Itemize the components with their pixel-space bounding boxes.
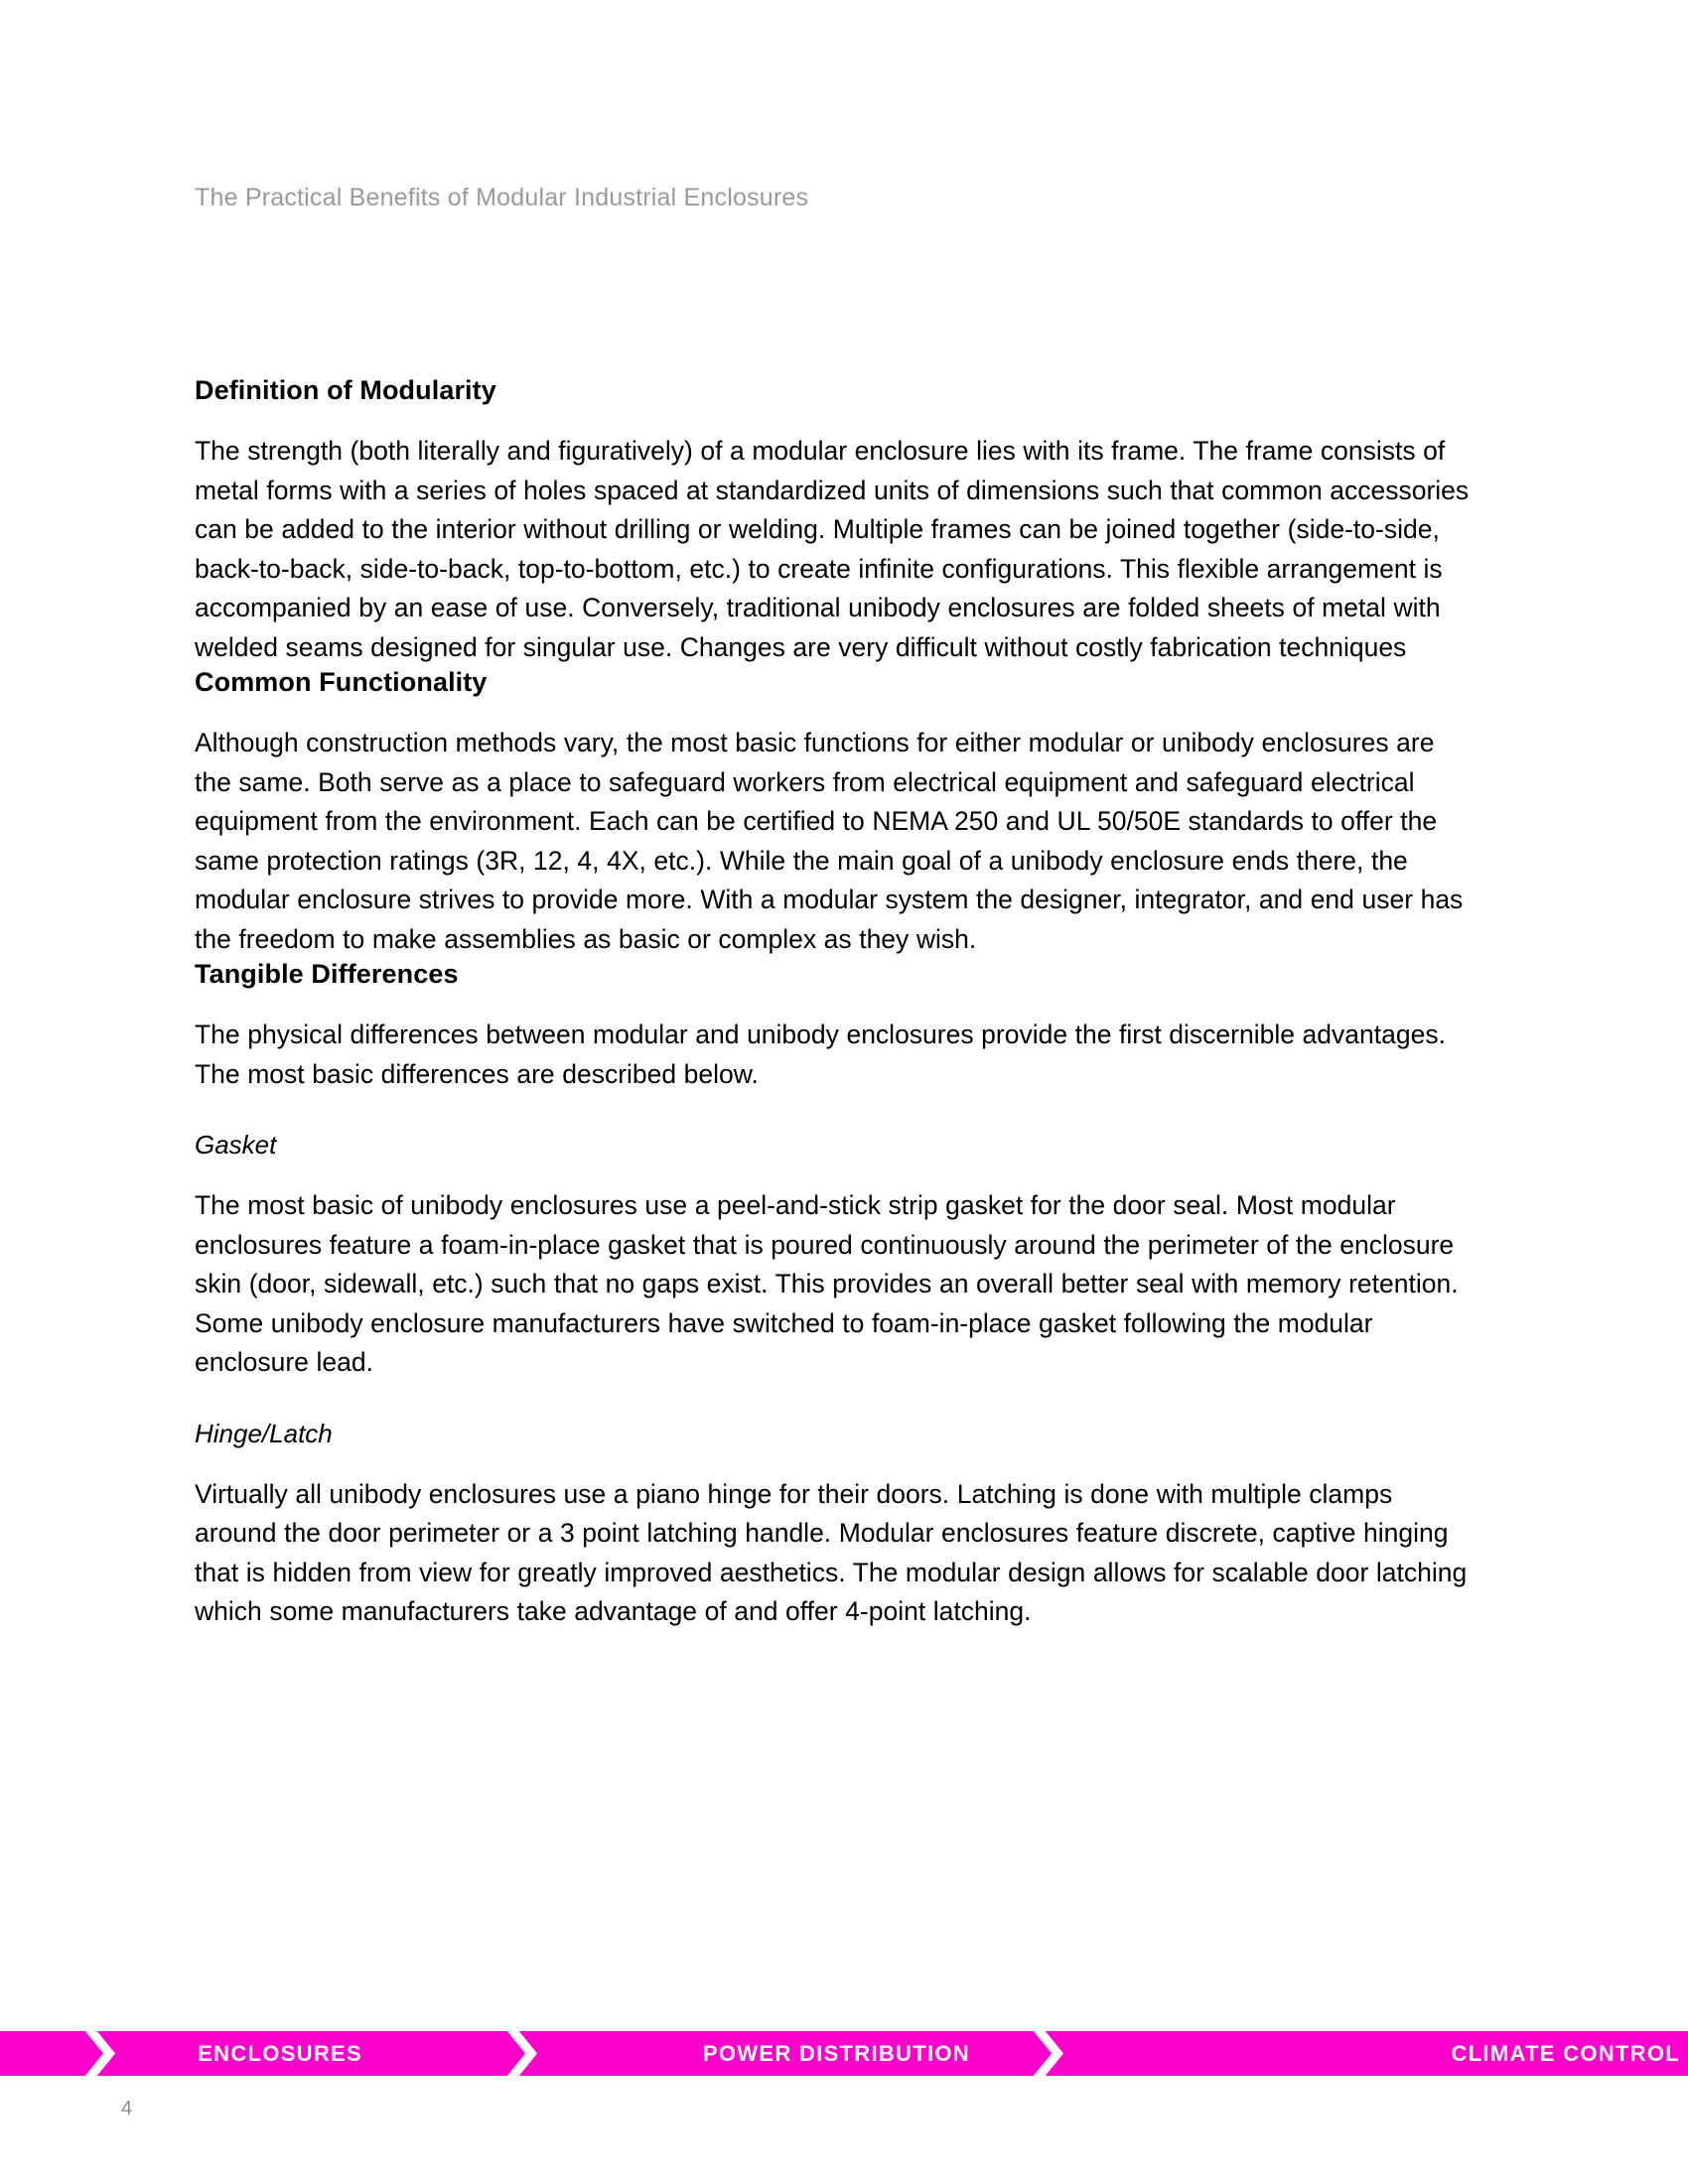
- body-paragraph: Although construction methods vary, the most basic functions for either modular or unibody enclosures are the same. Both serve as a place to safeguard workers from electrical equipment and safeguard electrical equipment from the environment. Each can be certified to NEMA 250 and UL 50/50E standards to offer the same protection ratings (3R, 12, 4, 4X, etc.). While the main goal of a unibody enclosure ends there, the modular enclosure strives to provide more. With a modular system the designer, integrator, and end user has the freedom to make assemblies as basic or complex as they wish.: [195, 728, 1464, 954]
- footer-segment-label: CLIMATE CONTROL: [1451, 2040, 1680, 2066]
- body-paragraph: The physical differences between modular and unibody enclosures provide the first discernible advantages. The most basic differences are described below.: [195, 1020, 1446, 1089]
- footer-segment-label: POWER DISTRIBUTION: [702, 2040, 970, 2066]
- section-heading: Definition of Modularity: [195, 375, 496, 405]
- subsection-hinge-latch: [195, 1419, 1471, 1632]
- section-tangible-differences: [195, 959, 1471, 1094]
- footer-segment-label: ENCLOSURES: [198, 2040, 362, 2066]
- section-heading: Tangible Differences: [195, 959, 459, 989]
- section-definition-of-modularity: [195, 375, 1471, 667]
- sub-heading: Hinge/Latch: [195, 1418, 333, 1448]
- body-paragraph: Virtually all unibody enclosures use a piano hinge for their doors. Latching is done with multiple clamps around the door perimeter or a 3 point latching handle. Modular enclosures feature discrete, captive hinging that is hidden from view for greatly improved aesthetics. The modular design allows for scalable door latching which some manufacturers take advantage of and offer 4-point latching.: [195, 1478, 1468, 1626]
- running-header: The Practical Benefits of Modular Industrial Enclosures: [195, 184, 809, 211]
- footer-segment-power-distribution[interactable]: [506, 2031, 1087, 2076]
- section-heading: Common Functionality: [195, 667, 488, 697]
- sub-heading: Gasket: [195, 1130, 277, 1160]
- section-common-functionality: [195, 667, 1471, 959]
- body-paragraph: The most basic of unibody enclosures use a peel-and-stick strip gasket for the door seal. Most modular enclosures feature a foam-in-place gasket that is poured continuously around the perimeter of the enclosure skin (door, sidewall, etc.) such that no gaps exist. This provides an overall better seal with memory retention. Some unibody enclosure manufacturers have switched to foam-in-place gasket following the modular enclosure lead.: [195, 1190, 1459, 1377]
- page-number: 4: [121, 2098, 133, 2119]
- footer-segment-climate-control[interactable]: [1087, 2031, 1688, 2076]
- body-paragraph: The strength (both literally and figuratively) of a modular enclosure lies with its frame. The frame consists of metal forms with a series of holes spaced at standardized units of dimensions such that common accessories can be added to the interior without drilling or welding. Multiple frames can be joined together (side-to-side, back-to-back, side-to-back, top-to-bottom, etc.) to create infinite configurations. This flexible arrangement is accompanied by an ease of use. Conversely, traditional unibody enclosures are folded sheets of metal with welded seams designed for singular use. Changes are very difficult without costly fabrication techniques: [195, 436, 1470, 662]
- footer-banner: [0, 2031, 1688, 2076]
- footer-segment-enclosures[interactable]: [0, 2031, 506, 2076]
- page-content: [195, 375, 1471, 1632]
- subsection-gasket: [195, 1130, 1471, 1383]
